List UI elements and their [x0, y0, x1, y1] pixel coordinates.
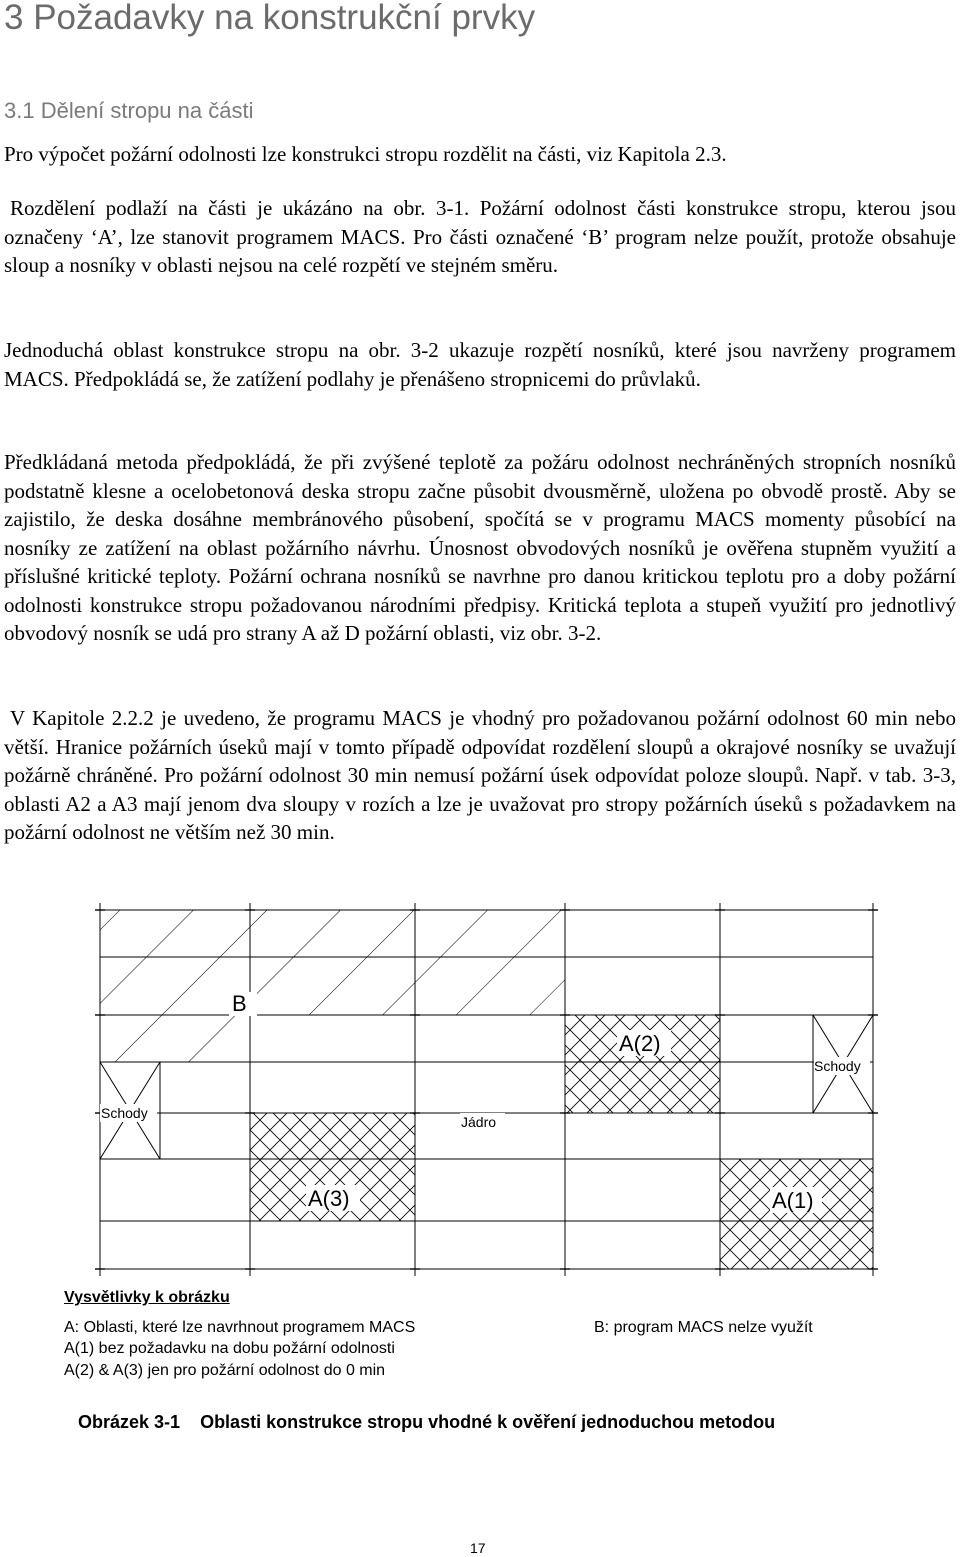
paragraph-5: V Kapitole 2.2.2 je uvedeno, že programu MACS je vhodný pro požadovanou požární odolnost 60 min nebo větší. Hranice požárních úseků mají v tomto případě odpovídat rozdělení sloupů a okrajové nosníky se uvažují požárně chráněné. Pro požární odolnost 30 min nemusí požární úsek odpovídat poloze sloupů. Např. v tab. 3-3, oblasti A2 a A3 mají jenom dva sloupy v rozích a lze je uvažovat pro stropy požárních úseků s požadavkem na požární odolnost ne větším než 30 min.	[4, 706, 956, 844]
legend-b: B: program MACS nelze využít	[594, 1319, 813, 1336]
paragraph-2: Rozdělení podlaží na části je ukázáno na obr. 3-1. Požární odolnost části konstrukce stropu, kterou jsou označeny ‘A’, lze stanovit programem MACS. Pro části označené ‘B’ program nelze použít, protože obsahuje sloup a nosníky v oblasti nejsou na celé rozpětí ve stejném směru.	[4, 196, 956, 277]
label-stairs-left: Schody	[101, 1105, 148, 1121]
legend-a1: A(1) bez požadavku na dobu požární odolnosti	[64, 1340, 395, 1357]
page-number: 17	[470, 1540, 486, 1556]
label-a3: A(3)	[308, 1186, 350, 1211]
legend-a: A: Oblasti, které lze navrhnout programem MACS	[64, 1319, 416, 1336]
zone-b-hatch	[100, 910, 565, 1015]
zone-a1	[720, 1159, 873, 1269]
label-b: B	[232, 991, 247, 1016]
legend-a23: A(2) & A(3) jen pro požární odolnost do 0 min	[64, 1362, 386, 1379]
paragraph-1: Pro výpočet požární odolnosti lze konstrukci stropu rozdělit na části, viz Kapitola 2.3.	[4, 142, 727, 166]
paragraph-3: Jednoduchá oblast konstrukce stropu na obr. 3-2 ukazuje rozpětí nosníků, které jsou navrženy programem MACS. Předpokládá se, že zatížení podlahy je přenášeno stropnicemi do průvlaků.	[4, 338, 956, 391]
label-stairs-right: Schody	[814, 1058, 861, 1074]
chapter-heading: 3 Požadavky na konstrukční prvky	[4, 0, 536, 37]
zone-a2	[565, 1015, 720, 1113]
core-zone	[415, 1062, 565, 1159]
figure-caption	[78, 1412, 775, 1433]
zone-b-hatch-lower	[100, 1015, 250, 1062]
paragraph-4: Předkládaná metoda předpokládá, že při zvýšené teplotě za požáru odolnost nechráněných stropních nosníků podstatně klesne a ocelobetonová deska stropu začne působit dvousměrně, uložena po obvodě prostě. Aby se zajistilo, že deska dosáhne membránového působení, spočítá se v programu MACS momenty působící na nosníky ze zatížení na oblast požárního návrhu. Únosnost obvodových nosníků je ověřena stupněm využití a příslušné kritické teploty. Požární ochrana nosníků se navrhne pro danou kritickou teplotu pro a doby požární odolnosti konstrukce stropu požadovanou národními předpisy. Kritická teplota a stupeň využití pro jednotlivý obvodový nosník se udá pro strany A až D požární oblasti, viz obr. 3-2.	[4, 450, 956, 645]
section-heading: 3.1 Dělení stropu na části	[4, 98, 254, 123]
legend-title: Vysvětlivky k obrázku	[64, 1289, 230, 1306]
label-a2: A(2)	[619, 1031, 661, 1056]
label-core: Jádro	[461, 1114, 497, 1130]
figure-caption-text: Oblasti konstrukce stropu vhodné k ověření jednoduchou metodou	[200, 1412, 776, 1432]
figure-number: Obrázek 3-1	[78, 1412, 181, 1432]
label-a1: A(1)	[772, 1188, 814, 1213]
